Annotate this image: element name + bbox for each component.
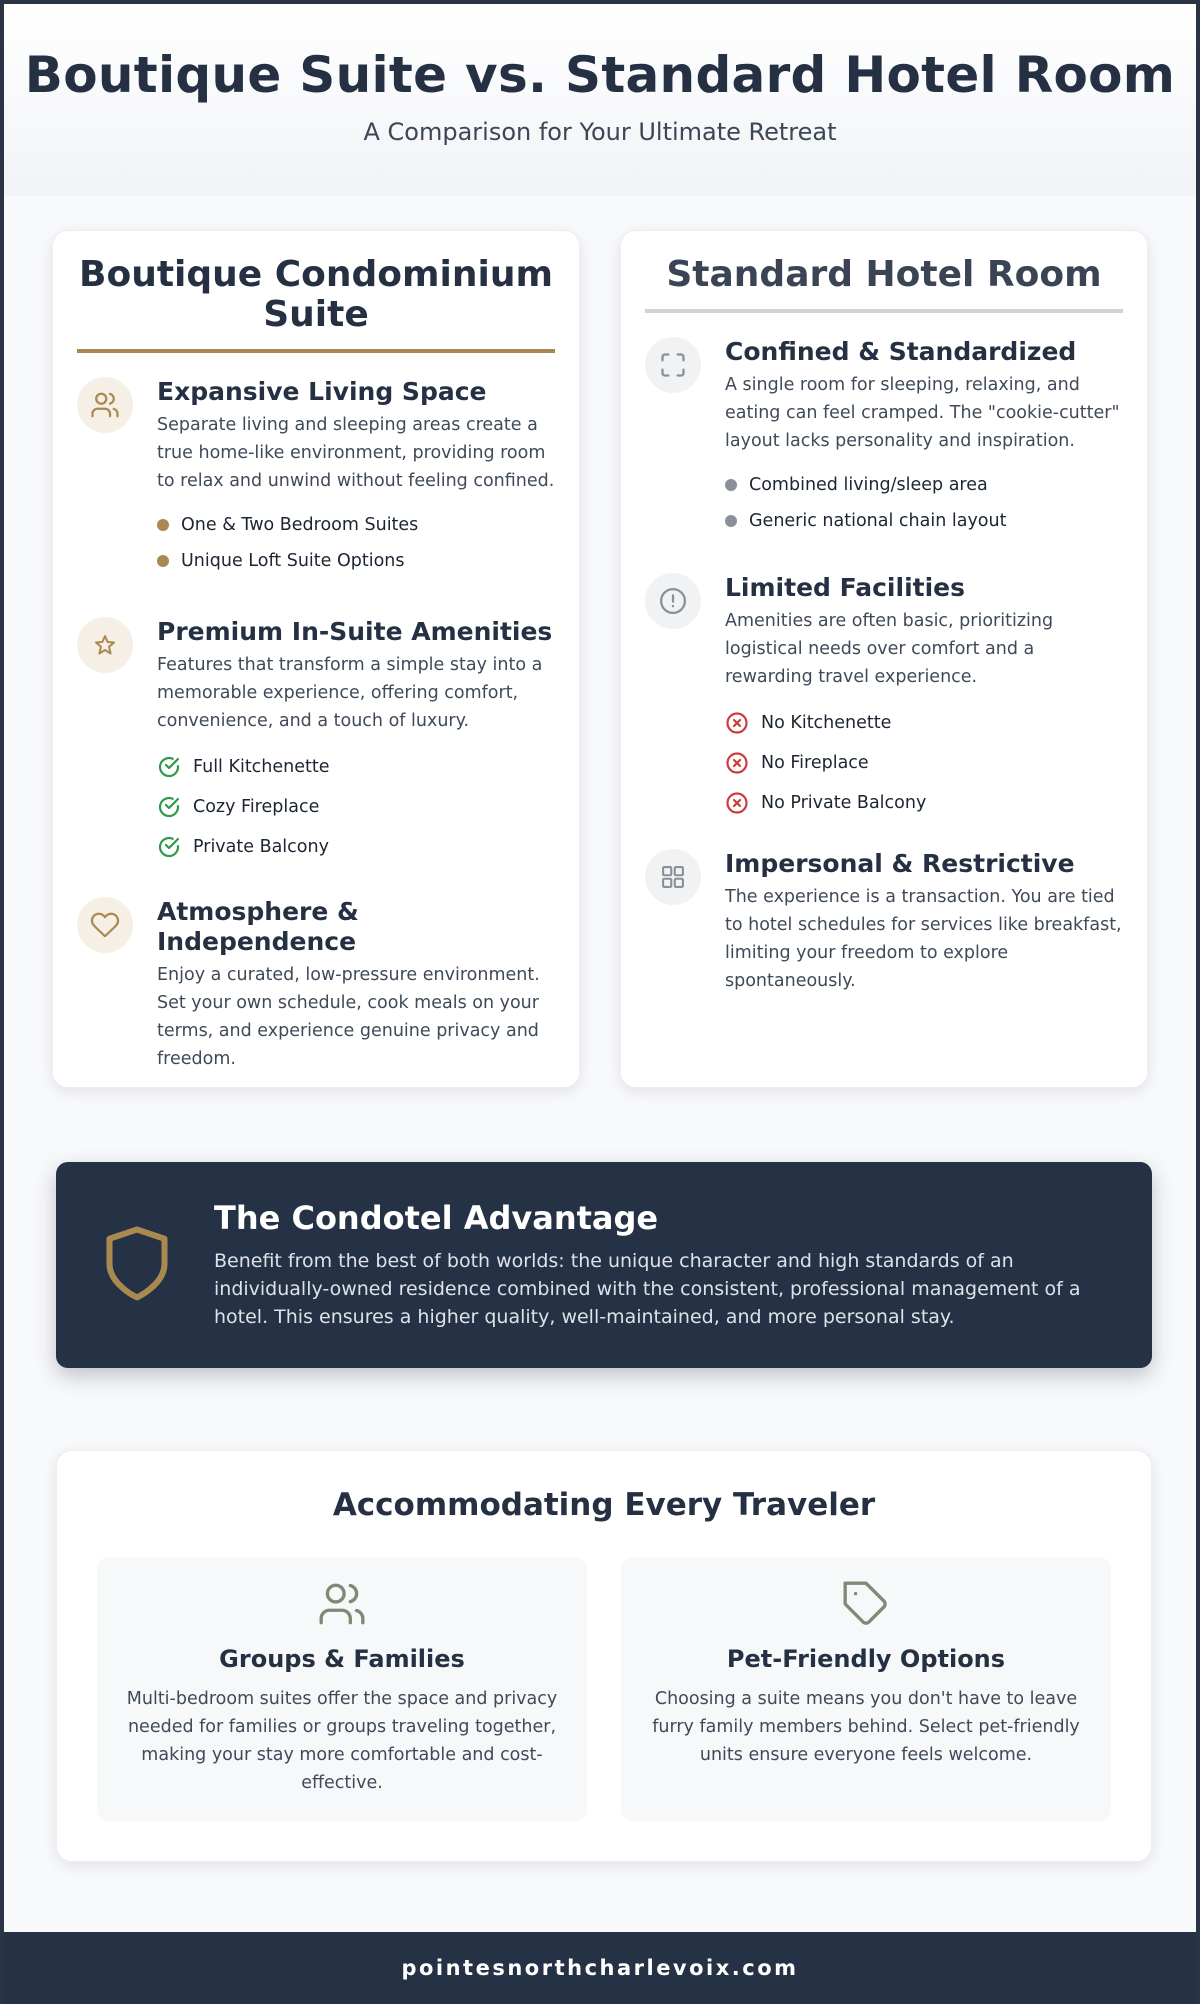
header (4, 4, 1196, 196)
comparison-columns (52, 230, 1148, 1088)
traveler-section (56, 1450, 1152, 1862)
list-item-label: One & Two Bedroom Suites (181, 515, 419, 535)
tag-icon (841, 1579, 891, 1629)
list-item (157, 747, 555, 787)
list-item-label: Private Balcony (193, 837, 329, 857)
feature-description: Enjoy a curated, low-pressure environment. Set your own schedule, cook meals on your terms, and experience genuine privacy and freedom. (157, 965, 540, 1069)
star-icon (77, 617, 133, 673)
feature-title: Limited Facilities (725, 573, 965, 602)
groups-families-card (97, 1557, 587, 1821)
list-item (157, 827, 555, 867)
boutique-card-title: Boutique Condominium Suite (77, 255, 555, 353)
feature-title: Impersonal & Restrictive (725, 849, 1075, 878)
card-title: Groups & Families (219, 1645, 465, 1673)
users-icon (77, 377, 133, 433)
page-title: Boutique Suite vs. Standard Hotel Room (24, 46, 1176, 104)
list-item (157, 507, 555, 543)
standard-room-card (620, 230, 1148, 1088)
feature-list (725, 703, 1123, 823)
feature-list (725, 467, 1123, 539)
list-item (725, 743, 1123, 783)
list-item-label: Cozy Fireplace (193, 797, 320, 817)
feature-title: Premium In-Suite Amenities (157, 617, 553, 646)
list-item-label: Generic national chain layout (749, 511, 1007, 531)
alert-circle-icon (645, 573, 701, 629)
card-description: Choosing a suite means you don't have to leave furry family members behind. Select pet-friendly units ensure everyone feels welcome. (652, 1689, 1080, 1765)
feature-limited-facilities (645, 573, 1123, 823)
list-item (725, 703, 1123, 743)
pet-friendly-card (621, 1557, 1111, 1821)
feature-confined-standardized (645, 337, 1123, 539)
condotel-advantage-banner (56, 1162, 1152, 1368)
boutique-suite-card (52, 230, 580, 1088)
bullet-dot (725, 479, 737, 491)
x-circle-icon (725, 751, 749, 775)
list-item-label: No Private Balcony (761, 793, 927, 813)
list-item-label: Unique Loft Suite Options (181, 551, 405, 571)
list-item (725, 467, 1123, 503)
list-item-label: Combined living/sleep area (749, 475, 988, 495)
list-item (725, 503, 1123, 539)
feature-title: Atmosphere & Independence (157, 897, 359, 956)
feature-title: Expansive Living Space (157, 377, 487, 406)
feature-impersonal-restrictive (645, 849, 1123, 995)
check-circle-icon (157, 835, 181, 859)
list-item (157, 543, 555, 579)
list-item-label: No Fireplace (761, 753, 869, 773)
check-circle-icon (157, 755, 181, 779)
grid-icon (645, 849, 701, 905)
feature-list (157, 747, 555, 867)
list-item (157, 787, 555, 827)
bullet-dot (157, 555, 169, 567)
feature-description: Features that transform a simple stay into a memorable experience, offering comfort, convenience, and a touch of luxury. (157, 655, 543, 731)
list-item (725, 783, 1123, 823)
advantage-title: The Condotel Advantage (214, 1199, 659, 1237)
bullet-dot (157, 519, 169, 531)
list-item-label: Full Kitchenette (193, 757, 330, 777)
standard-card-title: Standard Hotel Room (645, 255, 1123, 313)
footer (4, 1932, 1196, 2004)
card-title: Pet-Friendly Options (726, 1645, 1006, 1673)
feature-list (157, 507, 555, 579)
feature-premium-amenities (77, 617, 555, 867)
heart-icon (77, 897, 133, 953)
feature-expansive-living-space (77, 377, 555, 579)
users-icon (317, 1579, 367, 1629)
list-item-label: No Kitchenette (761, 713, 892, 733)
traveler-section-title: Accommodating Every Traveler (332, 1487, 876, 1523)
feature-description: Separate living and sleeping areas create a true home-like environment, providing room to relax and unwind without feeling confined. (157, 415, 555, 491)
feature-description: A single room for sleeping, relaxing, and eating can feel cramped. The "cookie-cutter" layout lacks personality and inspiration. (725, 375, 1120, 451)
bullet-dot (725, 515, 737, 527)
x-circle-icon (725, 791, 749, 815)
feature-title: Confined & Standardized (725, 337, 1077, 366)
feature-atmosphere-independence (77, 897, 555, 1073)
card-description: Multi-bedroom suites offer the space and privacy needed for families or groups traveling together, making your stay more comfortable and cost-effective. (126, 1689, 558, 1793)
feature-description: The experience is a transaction. You are tied to hotel schedules for services like breakfast, limiting your freedom to explore spontaneously. (725, 887, 1122, 991)
check-circle-icon (157, 795, 181, 819)
expand-icon (645, 337, 701, 393)
shield-icon (104, 1224, 170, 1306)
x-circle-icon (725, 711, 749, 735)
website-link[interactable]: pointesnorthcharlevoix.com (401, 1956, 799, 1980)
advantage-description: Benefit from the best of both worlds: the unique character and high standards of an individually-owned residence combined with the consistent, professional management of a hotel. This ensures a higher quality, well-maintained, and more personal stay. (214, 1250, 1081, 1328)
feature-description: Amenities are often basic, prioritizing logistical needs over comfort and a rewarding travel experience. (725, 611, 1054, 687)
page-subtitle: A Comparison for Your Ultimate Retreat (363, 118, 837, 146)
